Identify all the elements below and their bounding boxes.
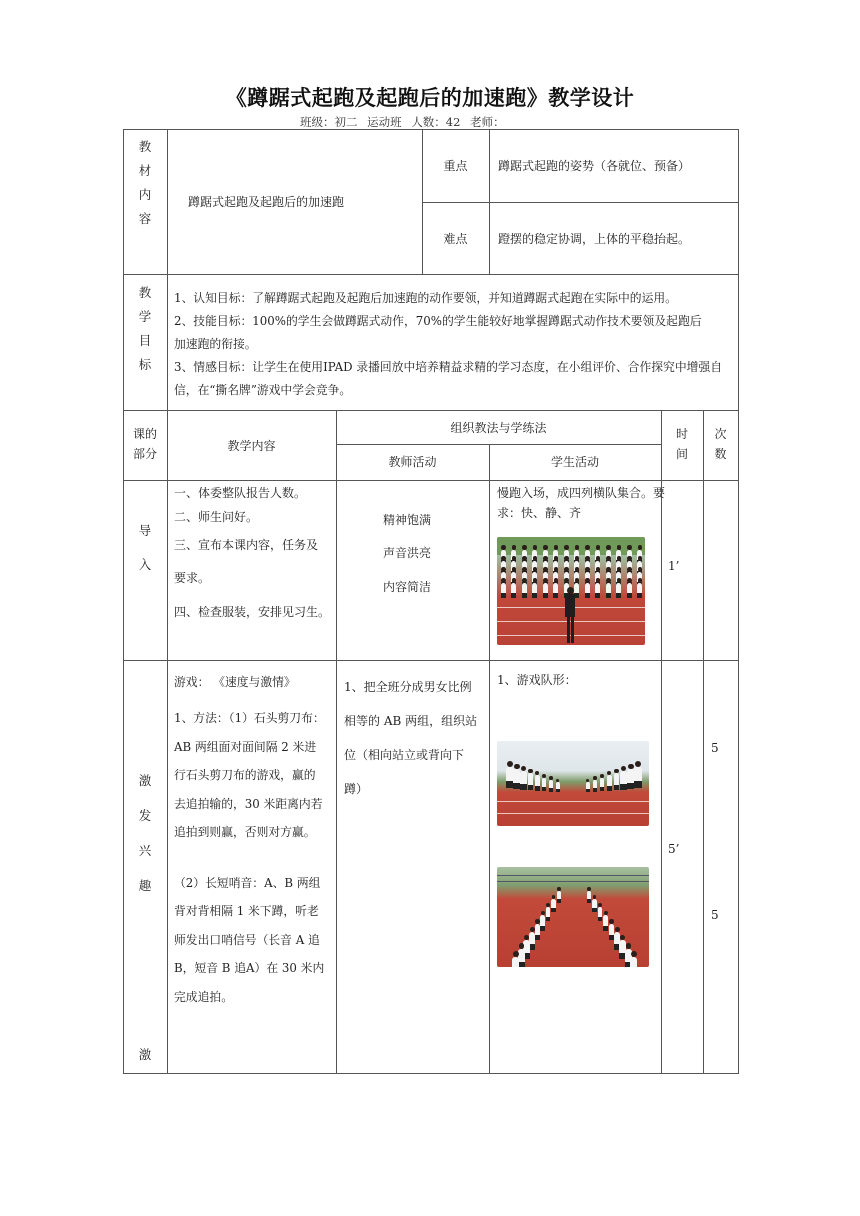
photo-figure-head <box>596 567 601 572</box>
goal-line: 2、技能目标：100%的学生会做蹲踞式动作，70%的学生能较好地掌握蹲踞式动作技术要领及起跑后 <box>174 314 702 328</box>
photo-figure <box>598 907 603 921</box>
photo-figure <box>542 778 547 792</box>
game-content: 游戏： 《速度与激情》 1、方法：（1）石头剪刀布： AB 两组面对面间隔 2 米进 行石头剪刀布的游戏，赢的 去追拍输的，30 米距离内若 追拍到则赢，否则对方赢。 （2）长短哨音：A、B 两组 背对背相隔 1 米下蹲，听老 师发出口哨信号（长音 A 追 B，短音 B 追A）在 30 米内 完成追拍。 <box>174 675 325 1004</box>
header-time: 时 间 <box>675 427 688 461</box>
photo-figure-head <box>543 545 548 550</box>
goal-line: 3、情感目标：让学生在使用IPAD 录播回放中培养精益求精的学习态度，在小组评价、合作探究中增强自 <box>174 360 723 374</box>
photo-figure-head <box>627 578 632 583</box>
game-formation-photo-2 <box>497 867 649 967</box>
photo-figure-head <box>606 556 611 561</box>
photo-figure-head <box>564 578 569 583</box>
photo-figure-head <box>522 545 527 550</box>
game-times-second: 5 <box>711 908 719 922</box>
class-lineup-photo <box>497 537 645 645</box>
goals-label: 教 学 目 标 <box>138 285 152 372</box>
photo-figure <box>620 771 626 789</box>
photo-figure <box>543 583 548 599</box>
intro-student: 慢跑入场，成四列横队集合。要 求：快、静、齐 <box>497 486 666 520</box>
goal-line: 加速跑的衔接。 <box>174 337 257 351</box>
photo-figure-head <box>512 556 517 561</box>
photo-figure-head <box>512 578 517 583</box>
photo-figure <box>512 957 519 967</box>
class-label: 班级：初二 <box>300 115 358 129</box>
photo-figure-head <box>638 556 643 561</box>
photo-figure-head <box>543 578 548 583</box>
photo-figure <box>511 583 516 599</box>
game-formation-photo-1 <box>497 741 649 826</box>
photo-figure <box>532 583 537 599</box>
photo-figure <box>546 907 551 921</box>
class-info <box>300 114 511 130</box>
intro-teacher: 精神饱满 声音洪亮 内容简洁 <box>383 513 432 594</box>
photo-figure-head <box>638 578 643 583</box>
photo-figure <box>587 891 591 903</box>
photo-figure-head <box>501 556 506 561</box>
photo-figure-head <box>543 567 548 572</box>
photo-figure-head <box>554 578 559 583</box>
photo-figure-head <box>533 545 538 550</box>
photo-figure-head <box>501 545 506 550</box>
key-point-text: 蹲踞式起跑的姿势（各就位、预备） <box>498 159 691 173</box>
photo-figure <box>501 583 506 599</box>
photo-figure-head <box>542 774 546 778</box>
photo-figure-head <box>535 919 540 924</box>
photo-figure-head <box>557 887 561 891</box>
photo-figure-head <box>512 545 517 550</box>
game-student: 1、游戏队形： <box>497 673 577 687</box>
photo-figure-head <box>501 567 506 572</box>
photo-figure-head <box>564 545 569 550</box>
photo-figure-head <box>617 545 622 550</box>
photo-figure-head <box>627 556 632 561</box>
teacher-label: 老师： <box>470 115 505 129</box>
photo-figure-head <box>533 567 538 572</box>
photo-figure <box>522 583 527 599</box>
photo-figure-head <box>512 567 517 572</box>
photo-figure <box>586 782 590 793</box>
photo-figure <box>528 773 534 790</box>
photo-figure <box>529 932 535 950</box>
photo-figure <box>549 780 553 793</box>
header-part: 课的 部分 <box>132 427 157 461</box>
photo-figure-head <box>519 943 525 949</box>
header-org: 组织教法与学练法 <box>450 421 547 435</box>
photo-figure <box>630 957 637 967</box>
photo-figure <box>614 773 620 790</box>
difficulty-label: 难点 <box>443 232 468 246</box>
group-label: 运动班 <box>367 115 402 129</box>
header-content: 教学内容 <box>227 439 276 453</box>
photo-figure-head <box>617 578 622 583</box>
photo-figure-head <box>585 556 590 561</box>
header-student: 学生活动 <box>550 455 599 469</box>
header-teacher: 教师活动 <box>388 455 437 469</box>
photo-figure <box>595 583 600 599</box>
photo-figure <box>627 583 632 599</box>
photo-figure-head <box>596 545 601 550</box>
photo-figure-head <box>606 545 611 550</box>
photo-figure <box>592 899 597 912</box>
photo-figure <box>637 583 642 599</box>
photo-figure-head <box>585 545 590 550</box>
photo-figure <box>551 899 556 912</box>
photo-figure-head <box>575 578 580 583</box>
intro-time: 1’ <box>668 559 680 573</box>
photo-figure-head <box>638 567 643 572</box>
photo-figure <box>520 771 526 789</box>
photo-figure <box>557 891 561 903</box>
photo-figure <box>535 924 541 940</box>
photo-figure-head <box>617 556 622 561</box>
photo-figure-head <box>638 545 643 550</box>
photo-figure <box>603 915 608 931</box>
document-title: 《蹲踞式起跑及起跑后的加速跑》教学设计 <box>225 86 635 110</box>
photo-figure-head <box>585 567 590 572</box>
game-label: 激 发 兴 趣 <box>138 773 152 893</box>
photo-figure-head <box>606 578 611 583</box>
count-label: 人数：42 <box>411 115 461 129</box>
game-times-first: 5 <box>711 741 719 755</box>
photo-figure <box>627 769 634 788</box>
intro-content: 一、体委整队报告人数。 二、师生问好。 三、宣布本课内容，任务及 要求。 四、检查服装，安排见习生。 <box>174 486 331 619</box>
photo-figure-head <box>575 567 580 572</box>
photo-figure-head <box>564 556 569 561</box>
game-time: 5’ <box>668 842 680 856</box>
photo-figure-head <box>554 567 559 572</box>
photo-figure <box>593 780 597 793</box>
photo-figure <box>634 767 641 788</box>
photo-figure-head <box>554 545 559 550</box>
game-label-next: 激 <box>138 1047 152 1062</box>
photo-figure-head <box>585 578 590 583</box>
photo-figure <box>607 775 612 791</box>
photo-figure-head <box>501 578 506 583</box>
goal-line: 1、认知目标：了解蹲踞式起跑及起跑后加速跑的动作要领，并知道蹲踞式起跑在实际中的运用。 <box>174 291 677 305</box>
photo-figure-head <box>596 556 601 561</box>
material-content: 蹲踞式起跑及起跑后的加速跑 <box>188 195 345 209</box>
photo-figure-head <box>587 887 591 891</box>
photo-figure-head <box>575 556 580 561</box>
photo-figure-head <box>609 919 614 924</box>
photo-figure-head <box>575 545 580 550</box>
photo-figure-head <box>626 943 632 949</box>
photo-figure <box>585 583 590 599</box>
photo-figure-head <box>627 545 632 550</box>
photo-figure <box>540 915 545 931</box>
photo-figure <box>600 778 605 792</box>
goals-text <box>174 287 736 402</box>
photo-figure <box>616 583 621 599</box>
game-teacher: 1、把全班分成男女比例 相等的 AB 两组，组织站 位（相向站立或背向下 蹲） <box>344 680 478 796</box>
header-times: 次 数 <box>714 427 727 461</box>
photo-figure <box>556 782 560 793</box>
photo-figure-head <box>522 556 527 561</box>
photo-figure-head <box>554 556 559 561</box>
photo-figure-head <box>522 567 527 572</box>
photo-figure-head <box>627 567 632 572</box>
photo-figure-head <box>600 774 604 778</box>
photo-figure-head <box>564 567 569 572</box>
photo-figure-head <box>533 578 538 583</box>
photo-figure-head <box>522 578 527 583</box>
difficulty-text: 蹬摆的稳定协调，上体的平稳抬起。 <box>498 232 691 246</box>
photo-figure-head <box>533 556 538 561</box>
key-point-label: 重点 <box>443 159 468 173</box>
photo-figure-head <box>543 556 548 561</box>
photo-figure-head <box>617 567 622 572</box>
photo-figure-head <box>606 567 611 572</box>
goal-line: 信，在“撕名牌”游戏中学会竞争。 <box>174 383 352 397</box>
material-label: 教 材 内 容 <box>138 139 152 226</box>
photo-figure <box>606 583 611 599</box>
intro-label: 导 入 <box>138 523 152 572</box>
photo-figure <box>553 583 558 599</box>
photo-figure-head <box>596 578 601 583</box>
photo-figure <box>535 775 540 791</box>
photo-figure <box>513 769 520 788</box>
